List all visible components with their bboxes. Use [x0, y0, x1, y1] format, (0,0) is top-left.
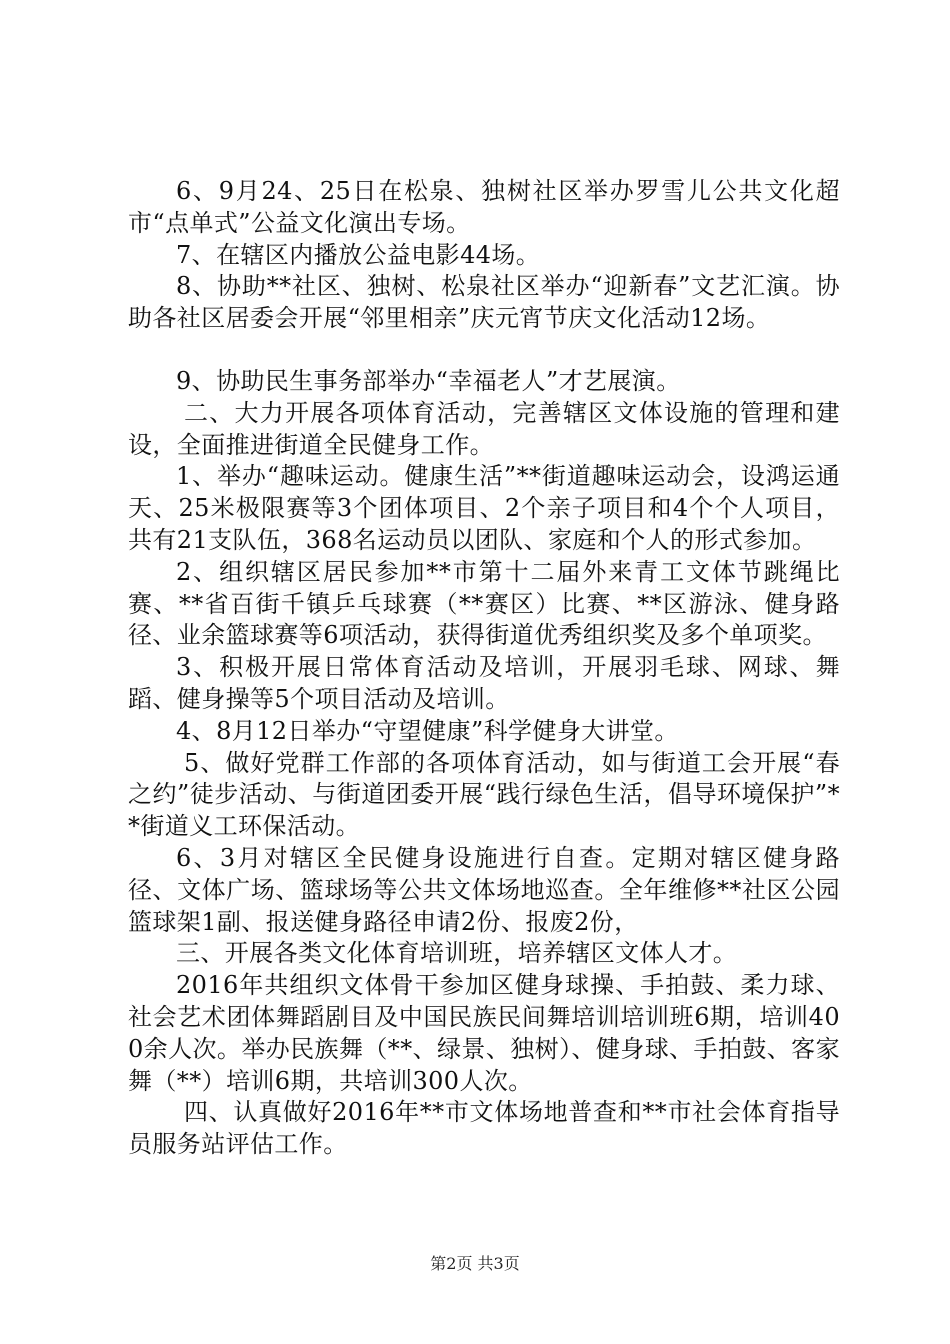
paragraph-sports-6-facilities: 6、3月对辖区全民健身设施进行自查。定期对辖区健身路径、文体广场、篮球场等公共文体场地巡查。全年维修**社区公园篮球架1副、报送健身路径申请2份、报废2份， [128, 843, 840, 936]
section-heading-sports: 二、大力开展各项体育活动，完善辖区文体设施的管理和建设，全面推进街道全民健身工作。 [128, 398, 840, 459]
section-heading-training: 三、开展各类文化体育培训班，培养辖区文体人才。 [176, 939, 738, 968]
paragraph-sports-2-competitions: 2、组织辖区居民参加**市第十二届外来青工文体节跳绳比赛、**省百街千镇乒乓球赛（**赛区）比赛、**区游泳、健身路径、业余篮球赛等6项活动，获得街道优秀组织奖及多个单项奖。 [128, 557, 840, 650]
paragraph-item-8-new-year-show: 8、协助**社区、独树、松泉社区举办“迎新春”文艺汇演。协助各社区居委会开展“邻里相亲”庆元宵节庆文化活动12场。 [128, 272, 840, 333]
document-body [128, 176, 840, 1161]
paragraph-item-7-films: 7、在辖区内播放公益电影44场。 [176, 240, 541, 269]
section-heading-survey: 四、认真做好2016年**市文体场地普查和**市社会体育指导员服务站评估工作。 [128, 1098, 840, 1159]
paragraph-item-9-seniors-show: 9、协助民生事务部举办“幸福老人”才艺展演。 [176, 366, 681, 395]
paragraph-sports-1-games: 1、举办“趣味运动。健康生活”**街道趣味运动会，设鸿运通天、25米极限赛等3个团体项目、2个亲子项目和4个个人项目，共有21支队伍，368名运动员以团队、家庭和个人的形式参加。 [128, 462, 840, 554]
page-number-footer: 第2页 共3页 [430, 1254, 520, 1273]
paragraph-sports-3-training: 3、积极开展日常体育活动及培训，开展羽毛球、网球、舞蹈、健身操等5个项目活动及培训。 [128, 653, 840, 713]
paragraph-item-6-performance: 6、9月24、25日在松泉、独树社区举办罗雪儿公共文化超市“点单式”公益文化演出专场。 [128, 177, 840, 237]
paragraph-sports-5-party-activities: 5、做好党群工作部的各项体育活动，如与街道工会开展“春之约”徒步活动、与街道团委开展“践行绿色生活，倡导环境保护”**街道义工环保活动。 [128, 748, 840, 841]
paragraph-training-details: 2016年共组织文体骨干参加区健身球操、手拍鼓、柔力球、社会艺术团体舞蹈剧目及中国民族民间舞培训培训班6期，培训400余人次。举办民族舞（**、绿景、独树）、健身球、手拍鼓、客家舞（**）培训6期，共培训300人次。 [128, 971, 840, 1095]
paragraph-sports-4-lecture: 4、8月12日举办“守望健康”科学健身大讲堂。 [176, 716, 679, 745]
